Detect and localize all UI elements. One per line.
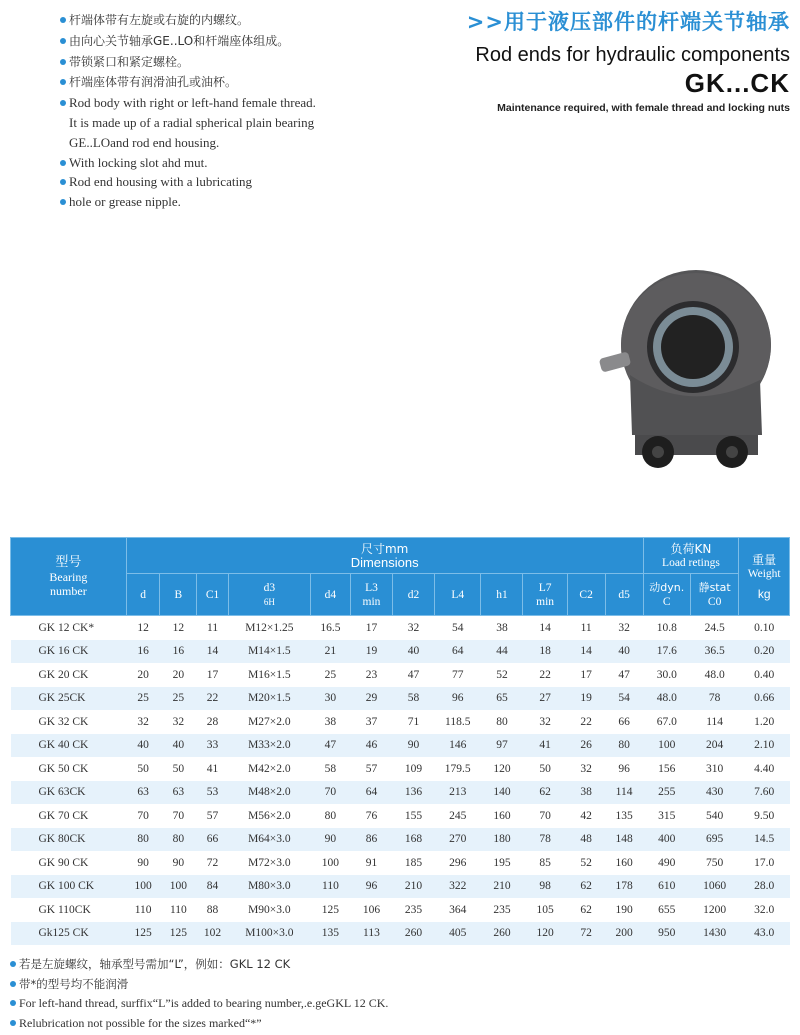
table-cell: 90 <box>137 856 149 869</box>
table-cell: M56×2.0 <box>248 809 291 822</box>
header-weight: 重量 Weight kg <box>739 538 790 616</box>
table-cell: M72×3.0 <box>248 856 291 869</box>
table-cell: 27 <box>523 687 567 711</box>
table-cell: 62 <box>580 903 592 916</box>
feature-item: 杆端座体带有润滑油孔或油杯。 <box>60 72 360 93</box>
bearing-number-cell: GK 70 CK <box>38 809 89 822</box>
table-cell: 322 <box>435 875 481 899</box>
table-cell: 71 <box>407 715 420 728</box>
col-d3: d3 6H <box>228 574 310 616</box>
table-row <box>11 851 790 875</box>
table-cell: 23 <box>365 668 378 681</box>
col-d2: d2 <box>393 574 435 616</box>
table-cell: 54 <box>451 621 464 634</box>
table-cell: 14 <box>197 640 229 664</box>
table-row <box>11 898 790 922</box>
table-cell: 14 <box>567 640 605 664</box>
table-cell: 22 <box>539 668 551 681</box>
table-cell: 80 <box>605 734 643 758</box>
table-cell: 22 <box>197 687 229 711</box>
table-cell: 19 <box>567 687 605 711</box>
bearing-number-cell: GK 25CK <box>11 687 127 711</box>
col-C2: C2 <box>567 574 605 616</box>
table-cell: 76 <box>365 809 378 822</box>
bullet-icon <box>60 100 66 106</box>
bullet-icon <box>60 199 66 205</box>
table-cell: 18 <box>523 640 567 664</box>
bearing-number-cell: GK 16 CK <box>11 640 127 664</box>
table-cell: 43.0 <box>739 922 790 946</box>
bullet-icon <box>60 79 66 85</box>
table-row <box>11 663 790 687</box>
table-row <box>11 781 790 805</box>
table-cell: 17.6 <box>643 640 690 664</box>
col-h1: h1 <box>481 574 523 616</box>
product-photo <box>590 255 790 480</box>
table-cell: 47 <box>618 668 630 681</box>
bearing-number-cell: GK 63CK <box>11 781 127 805</box>
col-L3: L3 min <box>350 574 392 616</box>
table-cell: 38 <box>324 715 337 728</box>
table-cell: 97 <box>481 734 523 758</box>
table-cell: 610 <box>643 875 690 899</box>
table-cell: 16 <box>126 640 160 664</box>
bullet-icon <box>10 961 16 967</box>
table-cell: 67.0 <box>656 715 677 728</box>
table-cell: 85 <box>539 856 551 869</box>
feature-item: 杆端体带有左旋或右旋的内螺纹。 <box>60 10 360 31</box>
table-cell: 53 <box>197 781 229 805</box>
table-cell: 80 <box>126 828 160 852</box>
bearing-number-cell: GK 100 CK <box>11 875 127 899</box>
header-dimensions: 尺寸mm Dimensions <box>126 538 643 574</box>
table-cell: 54 <box>605 687 643 711</box>
table-cell: 490 <box>658 856 676 869</box>
table-cell: 14.5 <box>739 828 790 852</box>
table-row <box>11 734 790 758</box>
table-cell: M16×1.5 <box>248 668 291 681</box>
table-cell: 114 <box>605 781 643 805</box>
table-cell: 66 <box>618 715 630 728</box>
table-cell: 655 <box>658 903 676 916</box>
feature-item: 由向心关节轴承GE..LO和杆端座体组成。 <box>60 31 360 52</box>
bearing-number-cell: GK 20 CK <box>38 668 89 681</box>
table-cell: 28.0 <box>739 875 790 899</box>
table-cell: 77 <box>451 668 464 681</box>
table-cell: 11 <box>207 621 219 634</box>
table-cell: M12×1.25 <box>245 621 294 634</box>
table-cell: 315 <box>658 809 676 822</box>
feature-item: Rod end housing with a lubricating <box>60 172 360 192</box>
table-cell: 41 <box>523 734 567 758</box>
bullet-icon <box>10 1000 16 1006</box>
table-cell: 50 <box>539 762 551 775</box>
col-B: B <box>160 574 197 616</box>
table-cell: 540 <box>706 809 724 822</box>
table-cell: 1.20 <box>754 715 775 728</box>
table-cell: 96 <box>350 875 392 899</box>
table-cell: 17.0 <box>754 856 775 869</box>
table-cell: 100 <box>126 875 160 899</box>
table-cell: 260 <box>393 922 435 946</box>
feature-item: hole or grease nipple. <box>60 192 360 212</box>
table-cell: 58 <box>324 762 337 775</box>
notes <box>10 955 388 1033</box>
table-cell: 0.40 <box>754 668 775 681</box>
feature-item: 带锁紧口和紧定螺栓。 <box>60 52 360 73</box>
table-row <box>11 828 790 852</box>
table-cell: 58 <box>393 687 435 711</box>
table-cell: 70 <box>539 809 551 822</box>
bearing-number-cell: GK 32 CK <box>38 715 89 728</box>
bullet-icon <box>60 38 66 44</box>
table-cell: 91 <box>365 856 378 869</box>
table-cell: 0.66 <box>739 687 790 711</box>
table-cell: 156 <box>658 762 676 775</box>
table-cell: 136 <box>393 781 435 805</box>
table-cell: 110 <box>169 903 187 916</box>
table-cell: 12 <box>172 621 185 634</box>
table-cell: 96 <box>435 687 481 711</box>
table-row <box>11 922 790 946</box>
table-cell: 66 <box>197 828 229 852</box>
table-cell: 148 <box>605 828 643 852</box>
table-cell: 125 <box>321 903 340 916</box>
table-cell: 185 <box>404 856 423 869</box>
table-cell: 364 <box>449 903 467 916</box>
table-cell: 72 <box>567 922 605 946</box>
table-cell: 7.60 <box>739 781 790 805</box>
table-cell: 42 <box>580 809 592 822</box>
bullet-icon <box>60 17 66 23</box>
table-cell: 200 <box>605 922 643 946</box>
table-cell: 25 <box>324 668 337 681</box>
table-cell: 1060 <box>690 875 738 899</box>
table-cell: 146 <box>435 734 481 758</box>
table-cell: 90 <box>393 734 435 758</box>
table-cell: M80×3.0 <box>228 875 310 899</box>
note: 若是左旋螺纹，轴承型号需加“L”，例如：GKL 12 CK <box>10 955 388 975</box>
table-cell: 17 <box>580 668 592 681</box>
bullet-icon <box>60 59 66 65</box>
table-cell: 32 <box>172 715 185 728</box>
table-row <box>11 875 790 899</box>
bullet-icon <box>60 160 66 166</box>
note: For left-hand thread, surffix“L”is added to bearing number,.e.geGKL 12 CK. <box>10 994 388 1014</box>
table-row <box>11 710 790 734</box>
bearing-number-cell: GK 40 CK <box>11 734 127 758</box>
table-cell: 47 <box>310 734 350 758</box>
table-cell: 25 <box>160 687 197 711</box>
table-cell: 37 <box>365 715 378 728</box>
table-cell: 20 <box>172 668 185 681</box>
table-cell: 80 <box>324 809 337 822</box>
table-cell: 40 <box>160 734 197 758</box>
table-cell: M27×2.0 <box>248 715 291 728</box>
table-cell: 28 <box>206 715 219 728</box>
table-cell: 105 <box>536 903 554 916</box>
table-cell: M42×2.0 <box>248 762 291 775</box>
table-cell: 21 <box>310 640 350 664</box>
table-cell: M64×3.0 <box>228 828 310 852</box>
table-cell: 135 <box>615 809 633 822</box>
table-cell: 750 <box>706 856 724 869</box>
table-cell: M33×2.0 <box>228 734 310 758</box>
table-cell: 40 <box>393 640 435 664</box>
table-cell: 430 <box>690 781 738 805</box>
page-title-cn: >>用于液压部件的杆端关节轴承 <box>466 10 790 34</box>
table-cell: 24.5 <box>704 621 725 634</box>
table-cell: 155 <box>404 809 423 822</box>
col-d4: d4 <box>310 574 350 616</box>
table-cell: 40 <box>605 640 643 664</box>
feature-continuation: GE..LOand rod end housing. <box>69 134 220 150</box>
table-row <box>11 687 790 711</box>
table-cell: 2.10 <box>739 734 790 758</box>
table-cell: 50 <box>137 762 149 775</box>
table-cell: 4.40 <box>754 762 775 775</box>
table-cell: 32 <box>618 621 630 634</box>
table-cell: 1430 <box>690 922 738 946</box>
table-cell: 62 <box>567 875 605 899</box>
table-cell: 213 <box>435 781 481 805</box>
bearing-number-cell: GK 12 CK* <box>38 621 95 634</box>
table-cell: 57 <box>365 762 378 775</box>
table-cell: 84 <box>197 875 229 899</box>
table-cell: 16 <box>160 640 197 664</box>
table-cell: 41 <box>206 762 219 775</box>
table-cell: 195 <box>493 856 511 869</box>
table-cell: 32.0 <box>754 903 775 916</box>
table-cell: 96 <box>618 762 630 775</box>
table-cell: 235 <box>493 903 511 916</box>
table-cell: 32 <box>539 715 551 728</box>
header-model: 型号 Bearing number <box>11 538 127 616</box>
col-C1: C1 <box>197 574 229 616</box>
table-cell: 118.5 <box>445 715 471 728</box>
table-cell: 72 <box>206 856 219 869</box>
table-cell: 19 <box>350 640 392 664</box>
model-series: GK...CK <box>684 68 790 98</box>
table-cell: M14×1.5 <box>228 640 310 664</box>
table-cell: 36.5 <box>690 640 738 664</box>
feature-item: Rod body with right or left-hand female thread. <box>60 93 360 113</box>
table-cell: 255 <box>643 781 690 805</box>
table-cell: 30 <box>310 687 350 711</box>
table-cell: 80 <box>160 828 197 852</box>
table-cell: 63 <box>160 781 197 805</box>
table-cell: 32 <box>407 621 420 634</box>
feature-continuation: It is made up of a radial spherical plain bearing <box>69 114 315 130</box>
table-cell: 695 <box>690 828 738 852</box>
bearing-number-cell: GK 110CK <box>38 903 91 916</box>
table-cell: 178 <box>605 875 643 899</box>
table-cell: 48 <box>567 828 605 852</box>
table-cell: 0.10 <box>754 621 775 634</box>
bullet-icon <box>10 981 16 987</box>
table-cell: 260 <box>481 922 523 946</box>
table-cell: 179.5 <box>444 762 471 775</box>
bearing-number-cell: GK 90 CK <box>38 856 89 869</box>
note: Relubrication not possible for the sizes marked“*” <box>10 1014 388 1034</box>
table-cell: 52 <box>496 668 508 681</box>
table-cell: 110 <box>134 903 152 916</box>
table-row <box>11 804 790 828</box>
table-cell: 22 <box>580 715 592 728</box>
table-cell: 80 <box>496 715 508 728</box>
table-cell: 190 <box>615 903 633 916</box>
table-cell: 14 <box>539 621 551 634</box>
table-cell: 50 <box>172 762 185 775</box>
feature-item: With locking slot ahd mut. <box>60 153 360 173</box>
table-cell: 65 <box>481 687 523 711</box>
table-cell: 1200 <box>703 903 727 916</box>
table-cell: 44 <box>481 640 523 664</box>
table-cell: 26 <box>567 734 605 758</box>
table-cell: 90 <box>310 828 350 852</box>
table-cell: 88 <box>206 903 219 916</box>
table-cell: 235 <box>404 903 423 916</box>
table-cell: 32 <box>580 762 592 775</box>
table-cell: 29 <box>350 687 392 711</box>
table-cell: 400 <box>643 828 690 852</box>
table-row <box>11 640 790 664</box>
table-cell: 38 <box>567 781 605 805</box>
table-cell: 30.0 <box>656 668 677 681</box>
bullet-icon <box>10 1020 16 1026</box>
table-cell: 950 <box>643 922 690 946</box>
table-cell: 100 <box>321 856 340 869</box>
table-cell: 100 <box>160 875 197 899</box>
table-cell: 78 <box>690 687 738 711</box>
table-cell: 102 <box>197 922 229 946</box>
table-cell: 106 <box>362 903 381 916</box>
col-d5: d5 <box>605 574 643 616</box>
table-cell: 114 <box>706 715 724 728</box>
col-L4: L4 <box>435 574 481 616</box>
table-cell: 16.5 <box>320 621 341 634</box>
table-cell: 47 <box>407 668 420 681</box>
table-cell: M90×3.0 <box>248 903 291 916</box>
table-cell: 100 <box>643 734 690 758</box>
table-cell: 64 <box>350 781 392 805</box>
table-cell: 33 <box>197 734 229 758</box>
table-cell: 405 <box>435 922 481 946</box>
table-cell: 310 <box>706 762 724 775</box>
table-cell: 109 <box>404 762 423 775</box>
table-cell: 90 <box>172 856 185 869</box>
table-cell: 78 <box>523 828 567 852</box>
header-load: 负荷KN Load retings <box>643 538 739 574</box>
table-cell: M20×1.5 <box>228 687 310 711</box>
bearing-number-cell: GK 80CK <box>11 828 127 852</box>
table-cell: 17 <box>206 668 219 681</box>
table-cell: 64 <box>435 640 481 664</box>
table-cell: M48×2.0 <box>228 781 310 805</box>
bearing-number-cell: GK 50 CK <box>38 762 89 775</box>
table-cell: 20 <box>137 668 149 681</box>
table-cell: 25 <box>126 687 160 711</box>
page-title-en: Rod ends for hydraulic components <box>475 44 790 66</box>
table-cell: 11 <box>580 621 592 634</box>
feature-list <box>60 10 360 212</box>
note: 带*的型号均不能润滑 <box>10 975 388 995</box>
table-cell: 57 <box>206 809 219 822</box>
col-L7: L7 min <box>523 574 567 616</box>
table-cell: 270 <box>435 828 481 852</box>
table-cell: 160 <box>493 809 511 822</box>
table-cell: 204 <box>690 734 738 758</box>
table-cell: 52 <box>580 856 592 869</box>
table-cell: 9.50 <box>754 809 775 822</box>
table-cell: 296 <box>449 856 467 869</box>
bullet-icon <box>60 179 66 185</box>
table-cell: 120 <box>493 762 511 775</box>
col-stat: 静stat C0 <box>690 574 738 616</box>
table-cell: 120 <box>523 922 567 946</box>
table-cell: 168 <box>393 828 435 852</box>
table-cell: 160 <box>615 856 633 869</box>
table-row <box>11 616 790 640</box>
table-cell: 70 <box>137 809 149 822</box>
table-cell: 38 <box>496 621 508 634</box>
table-cell: 32 <box>137 715 149 728</box>
table-cell: 70 <box>172 809 185 822</box>
table-cell: 62 <box>523 781 567 805</box>
table-cell: 98 <box>523 875 567 899</box>
table-cell: 63 <box>126 781 160 805</box>
table-cell: 10.8 <box>656 621 677 634</box>
table-cell: 210 <box>481 875 523 899</box>
table-cell: M100×3.0 <box>228 922 310 946</box>
table-cell: 17 <box>365 621 378 634</box>
bearing-number-cell: Gk125 CK <box>11 922 127 946</box>
table-cell: 245 <box>449 809 467 822</box>
table-cell: 0.20 <box>739 640 790 664</box>
table-cell: 113 <box>350 922 392 946</box>
table-cell: 12 <box>137 621 149 634</box>
table-cell: 40 <box>126 734 160 758</box>
table-cell: 210 <box>393 875 435 899</box>
table-cell: 70 <box>310 781 350 805</box>
table-cell: 180 <box>481 828 523 852</box>
table-cell: 140 <box>481 781 523 805</box>
table-cell: 46 <box>350 734 392 758</box>
table-cell: 48.0 <box>643 687 690 711</box>
table-cell: 86 <box>350 828 392 852</box>
table-cell: 125 <box>126 922 160 946</box>
technical-drawing <box>0 260 600 500</box>
table-cell: 48.0 <box>704 668 725 681</box>
col-dyn: 动dyn. C <box>643 574 690 616</box>
spec-table <box>10 537 790 945</box>
page-subtitle: Maintenance required, with female thread and locking nuts <box>497 102 790 114</box>
table-cell: 135 <box>310 922 350 946</box>
col-d: d <box>126 574 160 616</box>
table-cell: 125 <box>160 922 197 946</box>
table-row <box>11 757 790 781</box>
table-cell: 110 <box>310 875 350 899</box>
